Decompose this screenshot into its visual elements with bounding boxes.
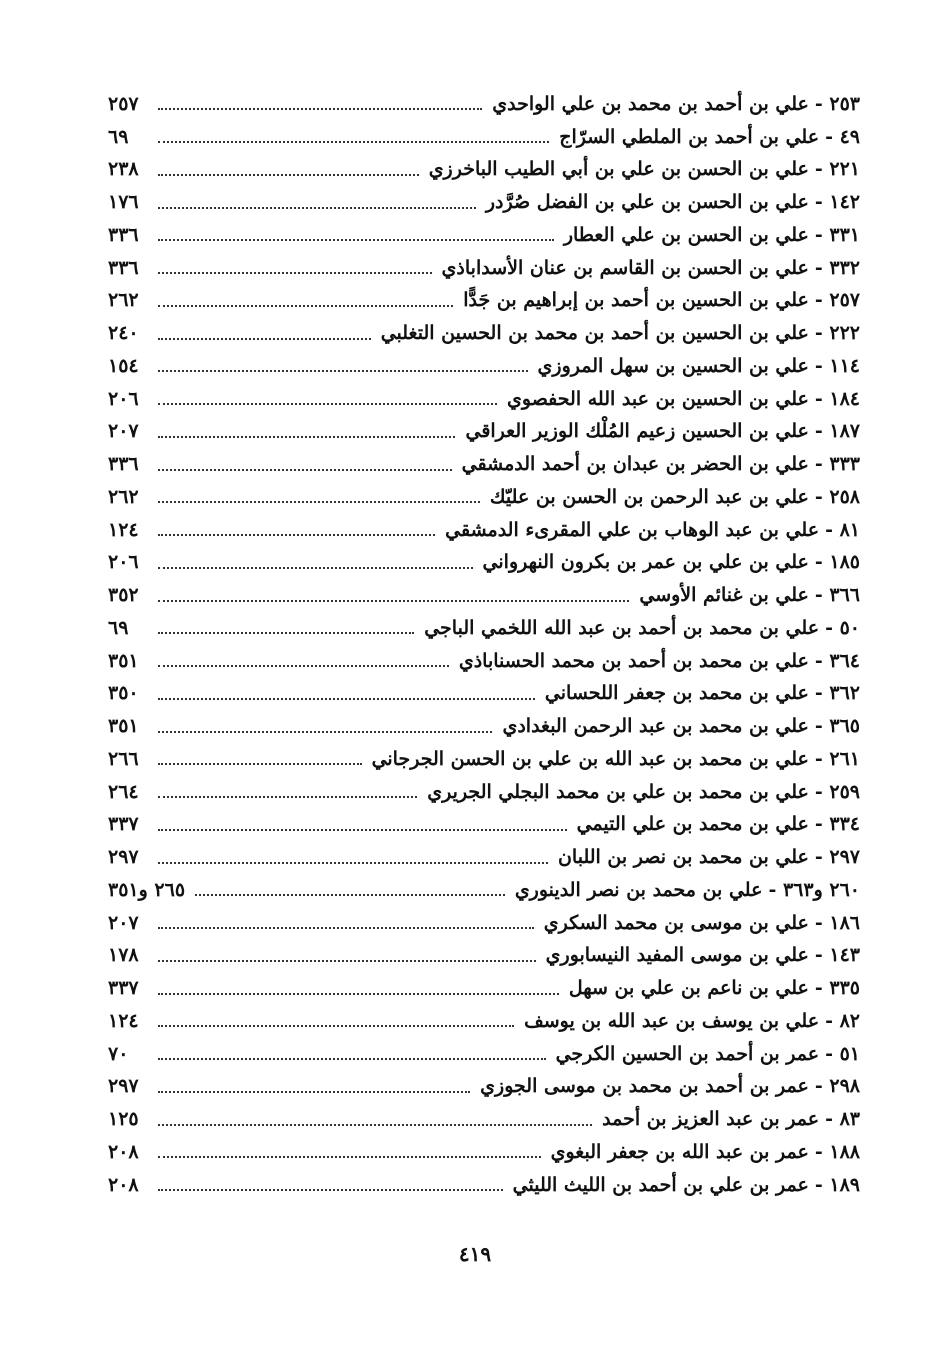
entry-title: علي بن أحمد بن محمد بن علي الواحدي xyxy=(492,92,809,115)
dot-leader xyxy=(158,600,629,602)
index-entry xyxy=(108,743,860,776)
index-entry xyxy=(108,645,860,678)
entry-number: ٣٣٥ - xyxy=(814,977,860,1000)
entry-number: ٨١ - xyxy=(825,518,860,541)
entry-page-number: ٢٠٧ xyxy=(108,911,139,934)
entry-number: ٢٥٩ - xyxy=(814,780,860,803)
index-entry xyxy=(108,514,860,547)
entry-number: ٢٩٨ - xyxy=(814,1075,860,1098)
dot-leader xyxy=(158,370,528,372)
entry-title: علي بن يوسف بن عبد الله بن يوسف xyxy=(524,1009,820,1032)
entry-page-number: ٢٩٧ xyxy=(108,1075,139,1098)
entry-title: علي بن محمد بن أحمد بن محمد الحسناباذي xyxy=(458,649,809,672)
entry-title: علي بن الحضر بن عبدان بن أحمد الدمشقي xyxy=(461,453,809,476)
entry-title: علي بن محمد بن علي بن محمد البجلي الجريري xyxy=(427,780,809,803)
entry-page-number: ٣٥١ xyxy=(108,715,139,738)
entry-page-number: ٣٣٧ xyxy=(108,977,139,1000)
entry-page-number: ٦٩ xyxy=(108,125,129,148)
entry-page-number: ٢٣٨ xyxy=(108,158,139,181)
dot-leader xyxy=(158,665,449,667)
index-entry xyxy=(108,809,860,842)
entry-title: علي بن الحسين بن أحمد بن محمد بن الحسين التغلبي xyxy=(380,322,809,345)
dot-leader xyxy=(158,207,476,209)
entry-number: ٢٥٣ - xyxy=(814,92,860,115)
index-entry xyxy=(108,1005,860,1038)
entry-title: علي بن محمد بن نصر بن اللبان xyxy=(557,846,809,869)
entry-number: ٢٢٢ - xyxy=(814,322,860,345)
index-entry xyxy=(108,547,860,580)
dot-leader xyxy=(158,927,534,929)
dot-leader xyxy=(158,305,453,307)
entry-title: علي بن عبد الرحمن بن الحسن بن عليّك xyxy=(489,485,809,508)
dot-leader xyxy=(158,1025,514,1027)
index-entry xyxy=(108,1038,860,1071)
dot-leader xyxy=(158,829,567,831)
entry-number: ٢٦١ - xyxy=(814,747,860,770)
dot-leader xyxy=(158,239,554,241)
entry-title: علي بن محمد بن عبد الله بن علي بن الحسن الجرجاني xyxy=(371,747,809,770)
dot-leader xyxy=(158,731,492,733)
index-entry xyxy=(108,678,860,711)
dot-leader xyxy=(158,567,473,569)
index-entry xyxy=(108,710,860,743)
dot-leader xyxy=(158,632,414,634)
index-entry xyxy=(108,383,860,416)
page-number: ٤١٩ xyxy=(458,1242,492,1266)
entry-title: علي بن الحسين زعيم المُلْك الوزير العراقي xyxy=(465,420,809,443)
entry-page-number: ٢٦٢ xyxy=(108,289,139,312)
entry-page-number: ١٢٤ xyxy=(108,518,139,541)
entry-number: ٣٣٤ - xyxy=(814,813,860,836)
index-entry xyxy=(108,579,860,612)
entry-title: علي بن علي بن عمر بن بكرون النهرواني xyxy=(482,551,809,574)
entry-title: عمر بن عبد الله بن جعفر البغوي xyxy=(550,1140,809,1163)
entry-number: ١٨٥ - xyxy=(814,551,860,574)
entry-page-number: ٣٥٢ xyxy=(108,584,139,607)
index-entry xyxy=(108,186,860,219)
entry-title: علي بن غنائم الأوسي xyxy=(639,584,809,607)
entry-title: علي بن موسى المفيد النيسابوري xyxy=(545,944,809,967)
dot-leader xyxy=(158,436,455,438)
index-entry xyxy=(108,1136,860,1169)
entry-number: ١١٤ - xyxy=(814,354,860,377)
entry-title: علي بن محمد بن أحمد بن عبد الله اللخمي الباجي xyxy=(424,616,820,639)
entry-page-number: ٢٩٧ xyxy=(108,846,139,869)
entry-number: ١٨٩ - xyxy=(814,1173,860,1196)
entry-page-number: ٢٤٠ xyxy=(108,322,139,345)
dot-leader xyxy=(158,1058,546,1060)
entry-page-number: ٢٦٤ xyxy=(108,780,139,803)
entry-title: علي بن الحسن بن علي بن الفضل صُرَّدر xyxy=(485,191,809,214)
entry-number: ٥٠ - xyxy=(825,616,860,639)
entry-page-number: ٣٥٠ xyxy=(108,682,139,705)
index-entry xyxy=(108,940,860,973)
entry-number: ١٨٤ - xyxy=(814,387,860,410)
entry-number: ١٨٧ - xyxy=(814,420,860,443)
dot-leader xyxy=(158,469,452,471)
entry-number: ٨٢ - xyxy=(825,1009,860,1032)
entry-page-number: ٣٣٦ xyxy=(108,256,139,279)
entry-number: ٣٦٢ - xyxy=(814,682,860,705)
index-entry xyxy=(108,874,860,907)
entry-page-number: ٦٩ xyxy=(108,616,129,639)
dot-leader xyxy=(158,993,559,995)
index-entry xyxy=(108,907,860,940)
index-entry xyxy=(108,252,860,285)
entry-page-number: ٢٠٧ xyxy=(108,420,139,443)
dot-leader xyxy=(158,174,419,176)
entry-number: ٥١ - xyxy=(825,1042,860,1065)
dot-leader xyxy=(158,698,535,700)
entry-title: عمر بن علي بن أحمد بن الليث الليثي xyxy=(512,1173,809,1196)
index-entry xyxy=(108,121,860,154)
entry-title: علي بن محمد بن علي التيمي xyxy=(576,813,809,836)
entry-title: علي بن الحسين بن سهل المروزي xyxy=(537,354,809,377)
entry-page-number: ١٢٥ xyxy=(108,1108,139,1131)
entry-number: ٣٣٢ - xyxy=(814,256,860,279)
entry-page-number: ١٢٤ xyxy=(108,1009,139,1032)
dot-leader xyxy=(158,1189,503,1191)
dot-leader xyxy=(158,338,371,340)
index-list xyxy=(108,88,860,1202)
index-entry xyxy=(108,612,860,645)
entry-title: علي بن محمد بن جعفر اللحساني xyxy=(544,682,809,705)
index-entry xyxy=(108,350,860,383)
dot-leader xyxy=(195,894,505,896)
entry-title: علي بن الحسن بن علي بن أبي الطيب الباخرزي xyxy=(428,158,809,181)
dot-leader xyxy=(158,1124,592,1126)
entry-page-number: ٢٦٢ xyxy=(108,485,139,508)
entry-number: ١٨٨ - xyxy=(814,1140,860,1163)
dot-leader xyxy=(158,141,549,143)
entry-number: ٣٦٤ - xyxy=(814,649,860,672)
entry-number: ٢٦٠ و٣٦٣ - xyxy=(768,878,860,901)
entry-number: ٣٣١ - xyxy=(814,223,860,246)
entry-page-number: ١٧٦ xyxy=(108,191,139,214)
entry-page-number: ٢٠٨ xyxy=(108,1173,139,1196)
dot-leader xyxy=(158,796,417,798)
entry-page-number: ٧٠ xyxy=(108,1042,129,1065)
entry-page-number: ٣٣٦ xyxy=(108,223,139,246)
index-entry xyxy=(108,1071,860,1104)
entry-title: علي بن موسى بن محمد السكري xyxy=(543,911,809,934)
entry-title: علي بن الحسين بن أحمد بن إبراهيم بن جَدًّا xyxy=(463,289,809,312)
entry-page-number: ١٧٨ xyxy=(108,944,139,967)
entry-number: ٢٥٨ - xyxy=(814,485,860,508)
entry-title: علي بن عبد الوهاب بن علي المقرىء الدمشقي xyxy=(445,518,820,541)
dot-leader xyxy=(158,403,497,405)
dot-leader xyxy=(158,501,480,503)
entry-title: علي بن محمد بن نصر الدينوري xyxy=(514,878,763,901)
entry-page-number: ٣٥١ xyxy=(108,649,139,672)
entry-title: علي بن ناعم بن علي بن سهل xyxy=(568,977,809,1000)
entry-title: عمر بن أحمد بن محمد بن موسى الجوزي xyxy=(480,1075,809,1098)
index-entry xyxy=(108,416,860,449)
entry-number: ٣٦٥ - xyxy=(814,715,860,738)
dot-leader xyxy=(158,1091,470,1093)
index-entry xyxy=(108,776,860,809)
entry-number: ٨٣ - xyxy=(825,1108,860,1131)
entry-number: ١٨٦ - xyxy=(814,911,860,934)
entry-page-number: ٢٠٨ xyxy=(108,1140,139,1163)
index-entry xyxy=(108,317,860,350)
index-entry xyxy=(108,481,860,514)
entry-title: علي بن محمد بن عبد الرحمن البغدادي xyxy=(502,715,809,738)
entry-page-number: ٢٦٥ و٣٥١ xyxy=(108,878,186,901)
entry-number: ٢٢١ - xyxy=(814,158,860,181)
entry-number: ٣٣٣ - xyxy=(814,453,860,476)
entry-number: ١٤٢ - xyxy=(814,191,860,214)
entry-title: عمر بن أحمد بن الحسين الكرجي xyxy=(555,1042,820,1065)
dot-leader xyxy=(158,534,435,536)
entry-number: ١٤٣ - xyxy=(814,944,860,967)
dot-leader xyxy=(158,108,482,110)
index-entry xyxy=(108,448,860,481)
index-entry xyxy=(108,1103,860,1136)
index-entry xyxy=(108,841,860,874)
entry-page-number: ٢٠٦ xyxy=(108,551,139,574)
entry-title: علي بن الحسن بن علي العطار xyxy=(563,223,809,246)
dot-leader xyxy=(158,862,548,864)
entry-title: علي بن الحسين بن عبد الله الحفصوي xyxy=(507,387,809,410)
index-entry xyxy=(108,972,860,1005)
entry-page-number: ٢٠٦ xyxy=(108,387,139,410)
dot-leader xyxy=(158,1156,541,1158)
entry-page-number: ٢٦٦ xyxy=(108,747,139,770)
entry-number: ٤٩ - xyxy=(825,125,860,148)
index-entry xyxy=(108,88,860,121)
entry-page-number: ١٥٤ xyxy=(108,354,139,377)
entry-number: ٢٩٧ - xyxy=(814,846,860,869)
index-entry xyxy=(108,1169,860,1202)
dot-leader xyxy=(158,763,362,765)
entry-number: ٣٦٦ - xyxy=(814,584,860,607)
index-entry xyxy=(108,285,860,318)
entry-page-number: ٢٥٧ xyxy=(108,92,139,115)
entry-page-number: ٣٣٦ xyxy=(108,453,139,476)
entry-number: ٢٥٧ - xyxy=(814,289,860,312)
index-entry xyxy=(108,219,860,252)
dot-leader xyxy=(158,960,536,962)
entry-title: علي بن أحمد بن الملطي السرّاج xyxy=(559,125,820,148)
entry-title: علي بن الحسن بن القاسم بن عنان الأسداباذي xyxy=(441,256,809,279)
entry-page-number: ٣٣٧ xyxy=(108,813,139,836)
entry-title: عمر بن عبد العزيز بن أحمد xyxy=(602,1108,820,1131)
index-entry xyxy=(108,154,860,187)
dot-leader xyxy=(158,272,432,274)
